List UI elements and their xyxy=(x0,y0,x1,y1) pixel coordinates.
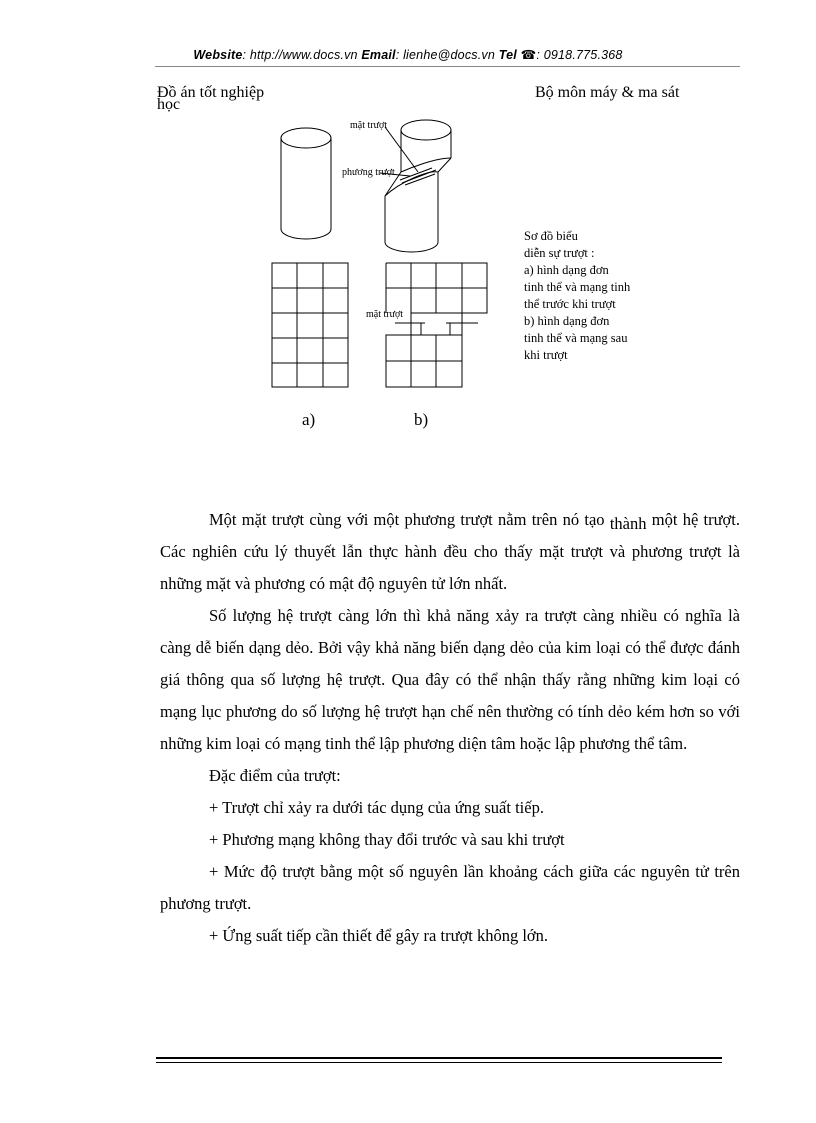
footer-rule-bottom xyxy=(156,1062,722,1063)
website-label: Website xyxy=(193,48,243,62)
header-divider xyxy=(155,66,740,67)
paragraph-slip-count: Số lượng hệ trượt càng lớn thì khả năng xảy ra trượt càng nhiều có nghĩa là càng dễ biến dạng dẻo. Bởi vậy khả năng biến dạng dẻo của kim loại có thể được đánh giá thông qua số lượng hệ trượt. Qua đây có thể nhận thấy rằng những kim loại có mạng lục phương do số lượng hệ trượt hạn chế nên thường có tính dẻo kém hơn so với những kim loại có mạng tinh thể lập phương diện tâm hoặc lập phương thể tâm. xyxy=(160,606,740,753)
cylinder-b-top xyxy=(401,120,451,140)
list-item: + Phương mạng không thay đổi trước và sau khi trượt xyxy=(209,830,565,849)
header-right-title: Bộ môn máy & ma sát xyxy=(535,84,680,101)
caption-line: a) hình dạng đơn xyxy=(524,263,609,277)
label-mat-truot-top: mặt trượt xyxy=(350,120,388,131)
figure-caption xyxy=(524,228,684,364)
website-value: : http://www.docs.vn xyxy=(242,48,358,62)
slip-diagram-figure xyxy=(250,110,690,440)
caption-line: tinh thể và mạng tinh xyxy=(524,280,631,294)
caption-line: Sơ đồ biểu xyxy=(524,229,578,243)
paragraph-characteristics-heading: Đặc điểm của trượt: xyxy=(209,766,341,785)
caption-line: thể trước khi trượt xyxy=(524,297,616,311)
list-item: + Trượt chỉ xảy ra dưới tác dụng của ứng suất tiếp. xyxy=(209,798,544,817)
label-phuong-truot: phương trượt xyxy=(342,167,395,178)
grid-a xyxy=(272,263,348,387)
phone-icon: ☎ xyxy=(520,48,537,62)
tel-value: : 0918.775.368 xyxy=(536,48,623,62)
website-header xyxy=(0,47,816,62)
footer-rule-top xyxy=(156,1057,722,1059)
tel-label: Tel xyxy=(498,48,517,62)
label-mat-truot-grid: mặt trượt xyxy=(366,309,404,320)
header-left-line1: Đồ án tốt nghiệp xyxy=(157,84,265,101)
paragraph-slip-system: Một mặt trượt cùng với một phương trượt nằm trên nó tạo thành một hệ trượt. Các nghiên cứu lý thuyết lẫn thực hành đều cho thấy mặt trượt và phương trượt là những mặt và phương có mật độ nguyên tử lớn nhất. xyxy=(160,510,740,593)
email-label: Email xyxy=(361,48,396,62)
header-left-title xyxy=(157,85,264,113)
sub-label-a: a) xyxy=(302,410,316,429)
caption-line: khi trượt xyxy=(524,348,568,362)
caption-line: tinh thể và mạng sau xyxy=(524,331,628,345)
body-text xyxy=(160,504,740,952)
header-left-line2: học xyxy=(157,96,181,113)
sub-label-b: b) xyxy=(414,410,429,429)
cylinder-a-bottom xyxy=(281,229,331,239)
caption-line: b) hình dạng đơn xyxy=(524,314,610,328)
caption-line: diễn sự trượt : xyxy=(524,246,595,260)
slip-edge-right xyxy=(438,158,451,172)
cylinder-b-bottom xyxy=(385,242,438,252)
email-value: : lienhe@docs.vn xyxy=(395,48,496,62)
cylinder-a-top xyxy=(281,128,331,148)
list-item: + Mức độ trượt bằng một số nguyên lần khoảng cách giữa các nguyên tử trên phương trượt. xyxy=(160,862,740,913)
list-item: + Ứng suất tiếp cần thiết để gây ra trượt không lớn. xyxy=(209,926,549,945)
